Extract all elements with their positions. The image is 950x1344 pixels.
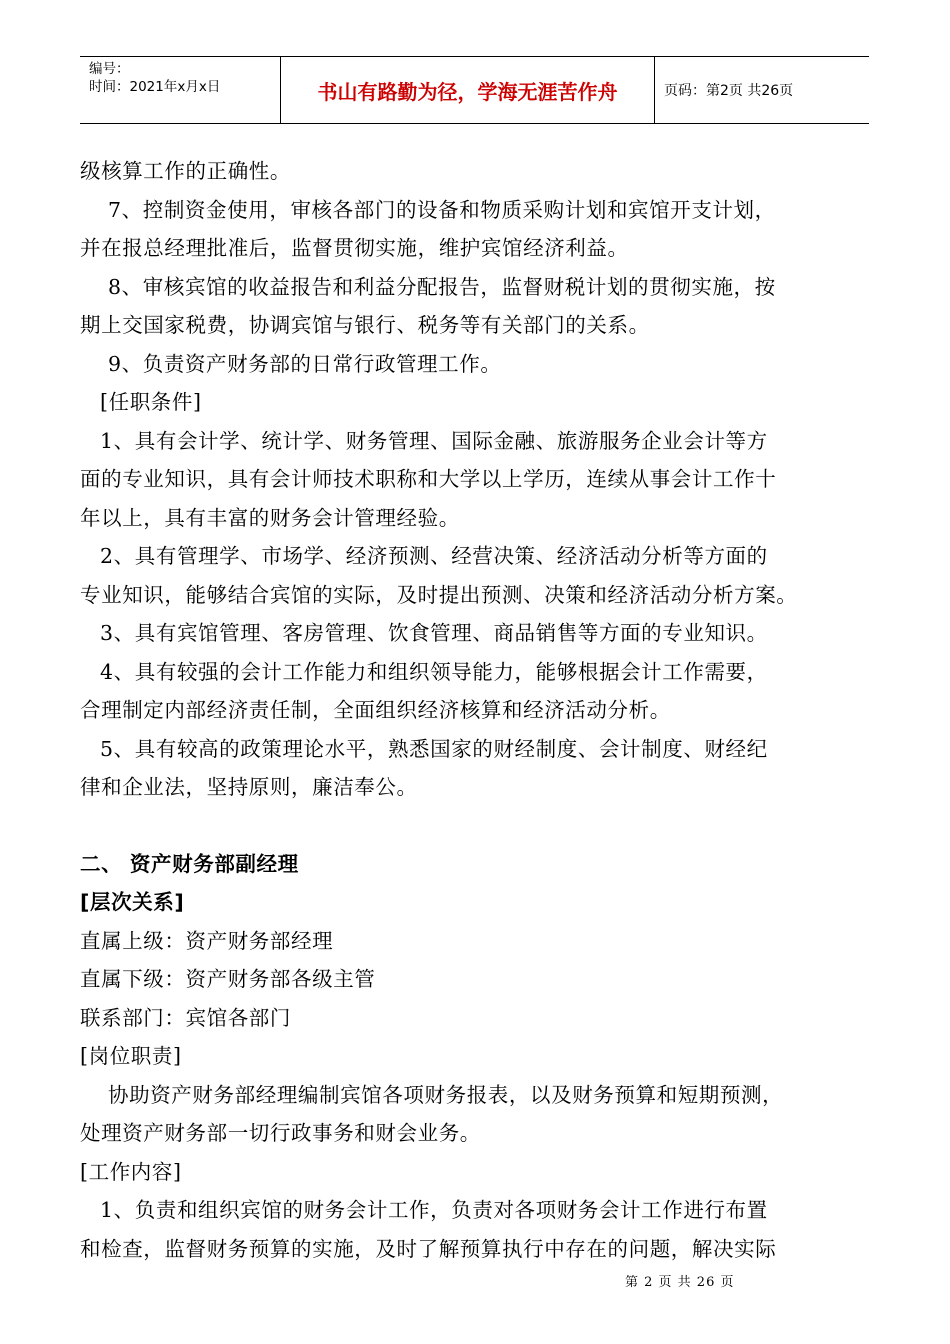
paragraph-line: 年以上，具有丰富的财务会计管理经验。 <box>80 505 460 530</box>
paragraph-line: 1、具有会计学、统计学、财务管理、国际金融、旅游服务企业会计等方 <box>100 428 768 453</box>
paragraph-line: 2、具有管理学、市场学、经济预测、经营决策、经济活动分析等方面的 <box>100 544 768 568</box>
paragraph-line: 和检查，监督财务预算的实施，及时了解预算执行中存在的问题，解决实际 <box>80 1236 777 1261</box>
document-number-label: 编号： <box>89 61 130 77</box>
blank-line <box>80 807 876 845</box>
paragraph-line: 面的专业知识，具有会计师技术职称和大学以上学历，连续从事会计工作十 <box>80 467 777 491</box>
paragraph-line: 5、具有较高的政策理论水平，熟悉国家的财经制度、会计制度、财经纪 <box>100 736 768 761</box>
paragraph-line: 8、审核宾馆的收益报告和利益分配报告，监督财税计划的贯彻实施，按 <box>108 274 776 299</box>
section-heading: [岗位职责] <box>80 1044 182 1068</box>
section-heading: [任职条件] <box>100 390 202 414</box>
document-date: 时间：2021年x月x日 <box>89 79 221 95</box>
paragraph-line: 直属下级：资产财务部各级主管 <box>80 967 376 991</box>
paragraph-line: 并在报总经理批准后，监督贯彻实施，维护宾馆经济利益。 <box>80 236 629 260</box>
paragraph-line: 直属上级：资产财务部经理 <box>80 928 334 953</box>
header-meta-cell <box>80 57 281 123</box>
paragraph-line: 级核算工作的正确性。 <box>80 159 291 183</box>
paragraph-line: 4、具有较强的会计工作能力和组织领导能力，能够根据会计工作需要， <box>100 659 768 684</box>
page-footer: 第 2 页 共 26 页 <box>625 1275 735 1290</box>
paragraph-line: 7、控制资金使用，审核各部门的设备和物质采购计划和宾馆开支计划， <box>108 197 776 222</box>
paragraph-line: 协助资产财务部经理编制宾馆各项财务报表，以及财务预算和短期预测， <box>108 1082 784 1107</box>
paragraph-line: 联系部门：宾馆各部门 <box>80 1005 291 1030</box>
paragraph-line: 专业知识，能够结合宾馆的实际，及时提出预测、决策和经济活动分析方案。 <box>80 582 798 607</box>
section-heading: [层次关系] <box>80 890 185 914</box>
paragraph-line: 3、具有宾馆管理、客房管理、饮食管理、商品销售等方面的专业知识。 <box>100 621 768 645</box>
paragraph-line: 9、负责资产财务部的日常行政管理工作。 <box>108 351 502 376</box>
document-body <box>80 152 876 1268</box>
paragraph-line: 处理资产财务部一切行政事务和财会业务。 <box>80 1121 481 1145</box>
paragraph-line: 律和企业法，坚持原则，廉洁奉公。 <box>80 775 418 799</box>
section-title: 二、 资产财务部副经理 <box>80 851 299 876</box>
paragraph-line: 合理制定内部经济责任制，全面组织经济核算和经济活动分析。 <box>80 698 671 722</box>
paragraph-line: 1、负责和组织宾馆的财务会计工作，负责对各项财务会计工作进行布置 <box>100 1198 768 1222</box>
paragraph-line: 期上交国家税费，协调宾馆与银行、税务等有关部门的关系。 <box>80 313 650 337</box>
section-heading: [工作内容] <box>80 1159 182 1184</box>
page-header <box>80 56 869 124</box>
header-motto: 书山有路勤为径，学海无涯苦作舟 <box>281 57 655 123</box>
header-page-info: 页码：第2页 共26页 <box>664 83 794 99</box>
